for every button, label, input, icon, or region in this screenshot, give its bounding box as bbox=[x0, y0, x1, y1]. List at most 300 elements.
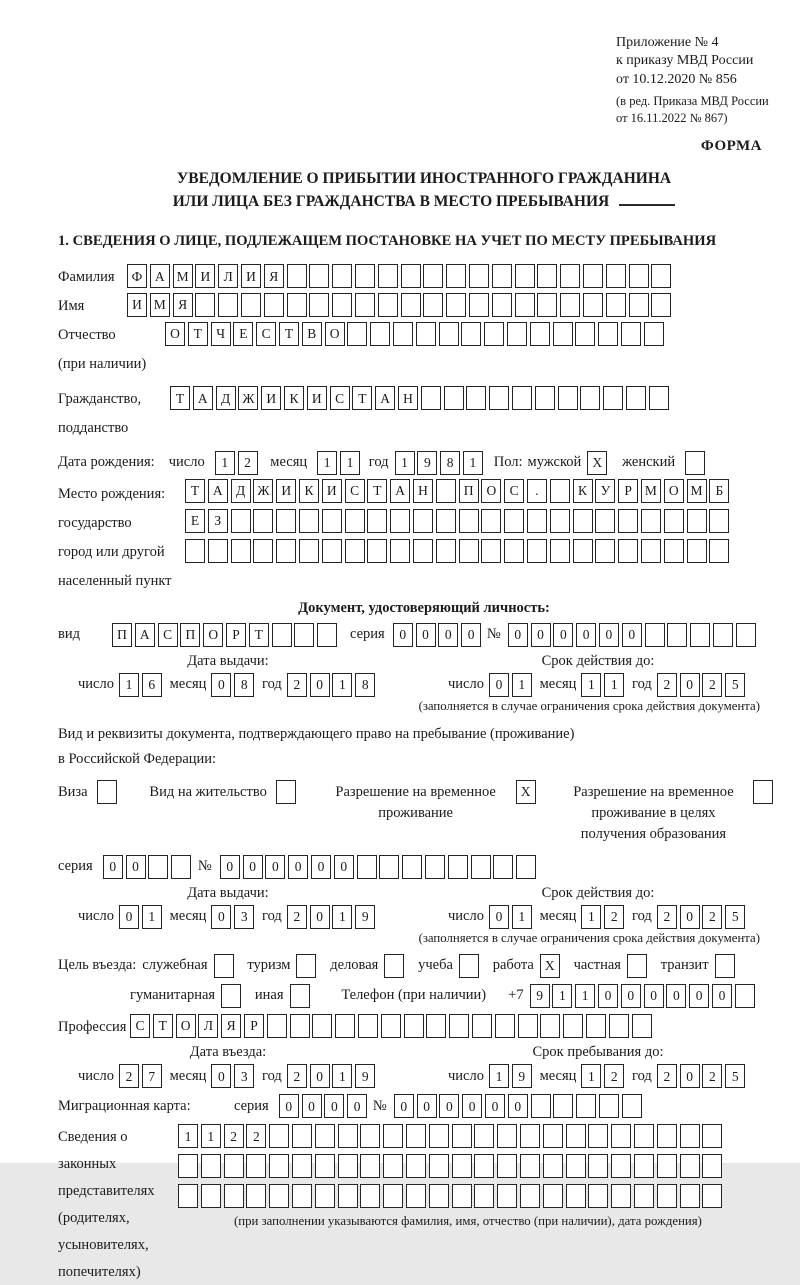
char-box[interactable] bbox=[680, 1184, 700, 1208]
char-box[interactable] bbox=[618, 509, 638, 533]
char-box[interactable] bbox=[290, 1014, 310, 1038]
char-box[interactable]: П bbox=[459, 479, 479, 503]
doc-valid-month-boxes[interactable] bbox=[581, 673, 627, 697]
char-box[interactable] bbox=[680, 1154, 700, 1178]
char-box[interactable] bbox=[201, 1154, 221, 1178]
char-box[interactable] bbox=[276, 539, 296, 563]
char-box[interactable] bbox=[573, 539, 593, 563]
char-box[interactable] bbox=[97, 780, 117, 804]
char-box[interactable] bbox=[357, 855, 377, 879]
resdoc-valid-month-boxes[interactable] bbox=[581, 905, 627, 929]
char-box[interactable]: 0 bbox=[462, 1094, 482, 1118]
char-box[interactable]: 1 bbox=[395, 451, 415, 475]
char-box[interactable]: 0 bbox=[508, 623, 528, 647]
char-box[interactable] bbox=[471, 855, 491, 879]
char-box[interactable] bbox=[148, 855, 168, 879]
char-box[interactable]: И bbox=[241, 264, 261, 288]
char-box[interactable]: 9 bbox=[355, 1064, 375, 1088]
char-box[interactable] bbox=[309, 293, 329, 317]
char-box[interactable]: 0 bbox=[311, 855, 331, 879]
char-box[interactable] bbox=[423, 264, 443, 288]
char-box[interactable] bbox=[406, 1154, 426, 1178]
char-box[interactable] bbox=[702, 1124, 722, 1148]
char-box[interactable] bbox=[641, 539, 661, 563]
char-box[interactable]: 8 bbox=[234, 673, 254, 697]
phone-boxes[interactable] bbox=[530, 984, 758, 1008]
char-box[interactable] bbox=[588, 1184, 608, 1208]
char-box[interactable] bbox=[269, 1184, 289, 1208]
char-box[interactable] bbox=[632, 1014, 652, 1038]
char-box[interactable] bbox=[560, 293, 580, 317]
purpose-business-checkbox[interactable] bbox=[384, 954, 407, 978]
purpose-humanitarian-checkbox[interactable] bbox=[221, 984, 244, 1008]
char-box[interactable]: А bbox=[375, 386, 395, 410]
char-box[interactable] bbox=[713, 623, 733, 647]
char-box[interactable]: 9 bbox=[417, 451, 437, 475]
char-box[interactable] bbox=[598, 322, 618, 346]
char-box[interactable] bbox=[246, 1184, 266, 1208]
migcard-series-boxes[interactable] bbox=[279, 1094, 370, 1118]
char-box[interactable]: 2 bbox=[224, 1124, 244, 1148]
char-box[interactable]: 0 bbox=[508, 1094, 528, 1118]
char-box[interactable] bbox=[383, 1154, 403, 1178]
char-box[interactable]: 1 bbox=[575, 984, 595, 1008]
char-box[interactable]: X bbox=[540, 954, 560, 978]
char-box[interactable] bbox=[520, 1154, 540, 1178]
char-box[interactable] bbox=[393, 322, 413, 346]
char-box[interactable] bbox=[379, 855, 399, 879]
char-box[interactable] bbox=[527, 509, 547, 533]
char-box[interactable]: 0 bbox=[119, 905, 139, 929]
char-box[interactable] bbox=[474, 1184, 494, 1208]
char-box[interactable]: 0 bbox=[310, 905, 330, 929]
char-box[interactable]: 2 bbox=[238, 451, 258, 475]
char-box[interactable]: Р bbox=[618, 479, 638, 503]
char-box[interactable] bbox=[595, 539, 615, 563]
char-box[interactable] bbox=[309, 264, 329, 288]
resdoc-issue-month-boxes[interactable] bbox=[211, 905, 257, 929]
char-box[interactable] bbox=[626, 386, 646, 410]
char-box[interactable]: 5 bbox=[725, 673, 745, 697]
char-box[interactable]: 9 bbox=[355, 905, 375, 929]
char-box[interactable]: М bbox=[641, 479, 661, 503]
char-box[interactable]: 0 bbox=[680, 905, 700, 929]
char-box[interactable]: Б bbox=[709, 479, 729, 503]
char-box[interactable] bbox=[381, 1014, 401, 1038]
char-box[interactable] bbox=[518, 1014, 538, 1038]
char-box[interactable] bbox=[566, 1124, 586, 1148]
char-box[interactable] bbox=[246, 1154, 266, 1178]
char-box[interactable] bbox=[338, 1184, 358, 1208]
char-box[interactable] bbox=[185, 539, 205, 563]
char-box[interactable] bbox=[651, 264, 671, 288]
birth-year-boxes[interactable] bbox=[395, 451, 486, 475]
char-box[interactable] bbox=[664, 509, 684, 533]
char-box[interactable] bbox=[231, 539, 251, 563]
char-box[interactable]: 3 bbox=[234, 905, 254, 929]
char-box[interactable]: 2 bbox=[287, 1064, 307, 1088]
char-box[interactable]: О bbox=[325, 322, 345, 346]
representatives-row2-boxes[interactable] bbox=[178, 1154, 758, 1178]
char-box[interactable]: 2 bbox=[657, 905, 677, 929]
char-box[interactable] bbox=[315, 1124, 335, 1148]
char-box[interactable]: А bbox=[193, 386, 213, 410]
char-box[interactable]: 0 bbox=[576, 623, 596, 647]
char-box[interactable] bbox=[426, 1014, 446, 1038]
char-box[interactable]: Ч bbox=[211, 322, 231, 346]
char-box[interactable] bbox=[531, 1094, 551, 1118]
char-box[interactable] bbox=[489, 386, 509, 410]
char-box[interactable]: 0 bbox=[599, 623, 619, 647]
char-box[interactable]: 1 bbox=[332, 673, 352, 697]
char-box[interactable]: Т bbox=[352, 386, 372, 410]
char-box[interactable] bbox=[269, 1154, 289, 1178]
char-box[interactable] bbox=[287, 264, 307, 288]
resdoc-valid-year-boxes[interactable] bbox=[657, 905, 748, 929]
char-box[interactable]: 0 bbox=[666, 984, 686, 1008]
char-box[interactable] bbox=[611, 1154, 631, 1178]
char-box[interactable]: О bbox=[481, 479, 501, 503]
char-box[interactable] bbox=[224, 1184, 244, 1208]
char-box[interactable] bbox=[402, 855, 422, 879]
char-box[interactable]: X bbox=[587, 451, 607, 475]
birthplace-row3-boxes[interactable] bbox=[185, 539, 732, 563]
char-box[interactable]: Я bbox=[264, 264, 284, 288]
char-box[interactable] bbox=[558, 386, 578, 410]
purpose-work-checkbox[interactable] bbox=[540, 954, 563, 978]
char-box[interactable]: 7 bbox=[142, 1064, 162, 1088]
char-box[interactable] bbox=[599, 1094, 619, 1118]
char-box[interactable] bbox=[583, 264, 603, 288]
char-box[interactable]: 0 bbox=[347, 1094, 367, 1118]
char-box[interactable] bbox=[269, 1124, 289, 1148]
char-box[interactable]: 0 bbox=[243, 855, 263, 879]
char-box[interactable]: 8 bbox=[440, 451, 460, 475]
char-box[interactable]: 0 bbox=[302, 1094, 322, 1118]
char-box[interactable] bbox=[550, 539, 570, 563]
char-box[interactable] bbox=[383, 1184, 403, 1208]
char-box[interactable]: 1 bbox=[317, 451, 337, 475]
char-box[interactable]: 0 bbox=[553, 623, 573, 647]
char-box[interactable] bbox=[370, 322, 390, 346]
char-box[interactable] bbox=[292, 1184, 312, 1208]
char-box[interactable] bbox=[315, 1154, 335, 1178]
char-box[interactable]: И bbox=[322, 479, 342, 503]
char-box[interactable] bbox=[413, 539, 433, 563]
profession-boxes[interactable] bbox=[130, 1014, 654, 1038]
char-box[interactable] bbox=[537, 264, 557, 288]
char-box[interactable] bbox=[687, 509, 707, 533]
char-box[interactable] bbox=[474, 1154, 494, 1178]
char-box[interactable]: О bbox=[165, 322, 185, 346]
char-box[interactable]: 0 bbox=[310, 1064, 330, 1088]
char-box[interactable]: 2 bbox=[119, 1064, 139, 1088]
char-box[interactable] bbox=[629, 264, 649, 288]
char-box[interactable]: 0 bbox=[439, 1094, 459, 1118]
char-box[interactable] bbox=[520, 1124, 540, 1148]
char-box[interactable]: С bbox=[158, 623, 178, 647]
sex-male-checkbox[interactable] bbox=[587, 451, 610, 475]
char-box[interactable]: С bbox=[345, 479, 365, 503]
birth-day-boxes[interactable] bbox=[215, 451, 261, 475]
char-box[interactable] bbox=[516, 855, 536, 879]
doc-issue-day-boxes[interactable] bbox=[119, 673, 165, 697]
char-box[interactable]: 0 bbox=[310, 673, 330, 697]
doc-valid-day-boxes[interactable] bbox=[489, 673, 535, 697]
char-box[interactable] bbox=[527, 539, 547, 563]
char-box[interactable] bbox=[645, 623, 665, 647]
char-box[interactable] bbox=[530, 322, 550, 346]
char-box[interactable] bbox=[580, 386, 600, 410]
stay-year-boxes[interactable] bbox=[657, 1064, 748, 1088]
edu-residence-checkbox[interactable] bbox=[753, 780, 776, 804]
char-box[interactable]: 0 bbox=[621, 984, 641, 1008]
char-box[interactable] bbox=[367, 539, 387, 563]
char-box[interactable] bbox=[618, 539, 638, 563]
char-box[interactable] bbox=[332, 293, 352, 317]
char-box[interactable] bbox=[208, 539, 228, 563]
char-box[interactable] bbox=[515, 293, 535, 317]
char-box[interactable] bbox=[292, 1124, 312, 1148]
char-box[interactable] bbox=[429, 1184, 449, 1208]
lastname-boxes[interactable] bbox=[127, 264, 674, 288]
char-box[interactable]: 2 bbox=[604, 1064, 624, 1088]
char-box[interactable]: С bbox=[256, 322, 276, 346]
char-box[interactable] bbox=[429, 1154, 449, 1178]
char-box[interactable] bbox=[553, 322, 573, 346]
char-box[interactable] bbox=[621, 322, 641, 346]
resdoc-series-boxes[interactable] bbox=[103, 855, 194, 879]
char-box[interactable]: О bbox=[176, 1014, 196, 1038]
char-box[interactable] bbox=[338, 1124, 358, 1148]
char-box[interactable]: 9 bbox=[530, 984, 550, 1008]
doc-issue-month-boxes[interactable] bbox=[211, 673, 257, 697]
char-box[interactable]: 0 bbox=[485, 1094, 505, 1118]
stay-day-boxes[interactable] bbox=[489, 1064, 535, 1088]
char-box[interactable] bbox=[315, 1184, 335, 1208]
char-box[interactable] bbox=[401, 264, 421, 288]
char-box[interactable] bbox=[253, 509, 273, 533]
char-box[interactable] bbox=[448, 855, 468, 879]
char-box[interactable]: Я bbox=[173, 293, 193, 317]
sex-female-checkbox[interactable] bbox=[685, 451, 708, 475]
char-box[interactable]: 1 bbox=[581, 905, 601, 929]
char-box[interactable] bbox=[264, 293, 284, 317]
char-box[interactable] bbox=[535, 386, 555, 410]
char-box[interactable] bbox=[573, 509, 593, 533]
char-box[interactable] bbox=[446, 293, 466, 317]
entry-year-boxes[interactable] bbox=[287, 1064, 378, 1088]
char-box[interactable]: 0 bbox=[438, 623, 458, 647]
char-box[interactable] bbox=[702, 1184, 722, 1208]
char-box[interactable]: 0 bbox=[622, 623, 642, 647]
char-box[interactable] bbox=[520, 1184, 540, 1208]
char-box[interactable] bbox=[459, 539, 479, 563]
char-box[interactable]: И bbox=[127, 293, 147, 317]
char-box[interactable]: С bbox=[330, 386, 350, 410]
char-box[interactable] bbox=[406, 1124, 426, 1148]
doc-series-boxes[interactable] bbox=[393, 623, 484, 647]
char-box[interactable] bbox=[338, 1154, 358, 1178]
char-box[interactable] bbox=[360, 1154, 380, 1178]
char-box[interactable]: 0 bbox=[211, 673, 231, 697]
char-box[interactable] bbox=[347, 322, 367, 346]
char-box[interactable]: А bbox=[208, 479, 228, 503]
char-box[interactable] bbox=[576, 1094, 596, 1118]
migcard-number-boxes[interactable] bbox=[394, 1094, 645, 1118]
char-box[interactable] bbox=[452, 1184, 472, 1208]
char-box[interactable]: 5 bbox=[725, 1064, 745, 1088]
char-box[interactable] bbox=[664, 539, 684, 563]
char-box[interactable] bbox=[497, 1154, 517, 1178]
char-box[interactable]: 1 bbox=[332, 905, 352, 929]
char-box[interactable] bbox=[736, 623, 756, 647]
char-box[interactable]: 0 bbox=[288, 855, 308, 879]
char-box[interactable] bbox=[504, 509, 524, 533]
char-box[interactable]: В bbox=[302, 322, 322, 346]
char-box[interactable]: 0 bbox=[680, 673, 700, 697]
char-box[interactable]: А bbox=[135, 623, 155, 647]
char-box[interactable]: 5 bbox=[725, 905, 745, 929]
char-box[interactable]: У bbox=[595, 479, 615, 503]
char-box[interactable] bbox=[469, 293, 489, 317]
purpose-other-checkbox[interactable] bbox=[290, 984, 313, 1008]
purpose-private-checkbox[interactable] bbox=[627, 954, 650, 978]
char-box[interactable]: Т bbox=[153, 1014, 173, 1038]
char-box[interactable] bbox=[611, 1124, 631, 1148]
char-box[interactable] bbox=[588, 1154, 608, 1178]
char-box[interactable] bbox=[345, 539, 365, 563]
stay-month-boxes[interactable] bbox=[581, 1064, 627, 1088]
char-box[interactable] bbox=[360, 1184, 380, 1208]
char-box[interactable]: 1 bbox=[581, 1064, 601, 1088]
char-box[interactable] bbox=[335, 1014, 355, 1038]
char-box[interactable] bbox=[469, 264, 489, 288]
char-box[interactable]: 0 bbox=[531, 623, 551, 647]
char-box[interactable] bbox=[425, 855, 445, 879]
char-box[interactable]: 1 bbox=[332, 1064, 352, 1088]
char-box[interactable] bbox=[461, 322, 481, 346]
char-box[interactable] bbox=[472, 1014, 492, 1038]
char-box[interactable]: 0 bbox=[644, 984, 664, 1008]
doc-issue-year-boxes[interactable] bbox=[287, 673, 378, 697]
char-box[interactable]: С bbox=[504, 479, 524, 503]
char-box[interactable] bbox=[287, 293, 307, 317]
char-box[interactable] bbox=[178, 1184, 198, 1208]
char-box[interactable]: Ж bbox=[253, 479, 273, 503]
char-box[interactable] bbox=[606, 293, 626, 317]
char-box[interactable]: 2 bbox=[702, 673, 722, 697]
char-box[interactable]: Д bbox=[216, 386, 236, 410]
char-box[interactable] bbox=[553, 1094, 573, 1118]
char-box[interactable]: 1 bbox=[142, 905, 162, 929]
citizenship-boxes[interactable] bbox=[170, 386, 672, 410]
char-box[interactable]: Д bbox=[231, 479, 251, 503]
char-box[interactable] bbox=[378, 264, 398, 288]
char-box[interactable]: 0 bbox=[394, 1094, 414, 1118]
char-box[interactable] bbox=[497, 1184, 517, 1208]
char-box[interactable]: П bbox=[180, 623, 200, 647]
char-box[interactable] bbox=[446, 264, 466, 288]
char-box[interactable]: 9 bbox=[512, 1064, 532, 1088]
resdoc-issue-day-boxes[interactable] bbox=[119, 905, 165, 929]
char-box[interactable] bbox=[629, 293, 649, 317]
char-box[interactable] bbox=[543, 1184, 563, 1208]
char-box[interactable]: Е bbox=[233, 322, 253, 346]
char-box[interactable] bbox=[515, 264, 535, 288]
char-box[interactable] bbox=[507, 322, 527, 346]
char-box[interactable]: 3 bbox=[234, 1064, 254, 1088]
char-box[interactable]: М bbox=[150, 293, 170, 317]
char-box[interactable] bbox=[218, 293, 238, 317]
char-box[interactable] bbox=[537, 293, 557, 317]
patronymic-boxes[interactable] bbox=[165, 322, 667, 346]
char-box[interactable] bbox=[627, 954, 647, 978]
char-box[interactable]: 1 bbox=[340, 451, 360, 475]
char-box[interactable] bbox=[294, 623, 314, 647]
char-box[interactable] bbox=[495, 1014, 515, 1038]
char-box[interactable]: Я bbox=[221, 1014, 241, 1038]
char-box[interactable]: Т bbox=[367, 479, 387, 503]
char-box[interactable] bbox=[586, 1014, 606, 1038]
char-box[interactable]: 0 bbox=[324, 1094, 344, 1118]
doc-valid-year-boxes[interactable] bbox=[657, 673, 748, 697]
char-box[interactable]: 2 bbox=[657, 673, 677, 697]
char-box[interactable] bbox=[378, 293, 398, 317]
char-box[interactable] bbox=[299, 509, 319, 533]
char-box[interactable] bbox=[224, 1154, 244, 1178]
birthplace-row2-boxes[interactable] bbox=[185, 509, 732, 533]
char-box[interactable] bbox=[421, 386, 441, 410]
char-box[interactable]: 2 bbox=[702, 1064, 722, 1088]
char-box[interactable] bbox=[360, 1124, 380, 1148]
char-box[interactable]: 1 bbox=[178, 1124, 198, 1148]
char-box[interactable]: К bbox=[299, 479, 319, 503]
char-box[interactable] bbox=[332, 264, 352, 288]
char-box[interactable] bbox=[493, 855, 513, 879]
char-box[interactable]: 0 bbox=[689, 984, 709, 1008]
char-box[interactable]: Л bbox=[218, 264, 238, 288]
char-box[interactable] bbox=[178, 1154, 198, 1178]
char-box[interactable] bbox=[566, 1184, 586, 1208]
char-box[interactable] bbox=[429, 1124, 449, 1148]
char-box[interactable]: 0 bbox=[211, 905, 231, 929]
char-box[interactable]: 0 bbox=[220, 855, 240, 879]
char-box[interactable]: М bbox=[173, 264, 193, 288]
char-box[interactable] bbox=[276, 509, 296, 533]
char-box[interactable]: И bbox=[307, 386, 327, 410]
char-box[interactable] bbox=[550, 509, 570, 533]
representatives-row1-boxes[interactable] bbox=[178, 1124, 758, 1148]
entry-day-boxes[interactable] bbox=[119, 1064, 165, 1088]
char-box[interactable] bbox=[355, 264, 375, 288]
char-box[interactable] bbox=[459, 509, 479, 533]
char-box[interactable]: 0 bbox=[598, 984, 618, 1008]
char-box[interactable]: 0 bbox=[417, 1094, 437, 1118]
birth-month-boxes[interactable] bbox=[317, 451, 363, 475]
char-box[interactable] bbox=[436, 509, 456, 533]
char-box[interactable]: Т bbox=[249, 623, 269, 647]
char-box[interactable] bbox=[201, 1184, 221, 1208]
char-box[interactable]: Е bbox=[185, 509, 205, 533]
doc-kind-boxes[interactable] bbox=[112, 623, 340, 647]
char-box[interactable] bbox=[481, 509, 501, 533]
char-box[interactable]: Н bbox=[398, 386, 418, 410]
char-box[interactable]: 0 bbox=[461, 623, 481, 647]
char-box[interactable] bbox=[715, 954, 735, 978]
char-box[interactable] bbox=[484, 322, 504, 346]
resdoc-number-boxes[interactable] bbox=[220, 855, 539, 879]
